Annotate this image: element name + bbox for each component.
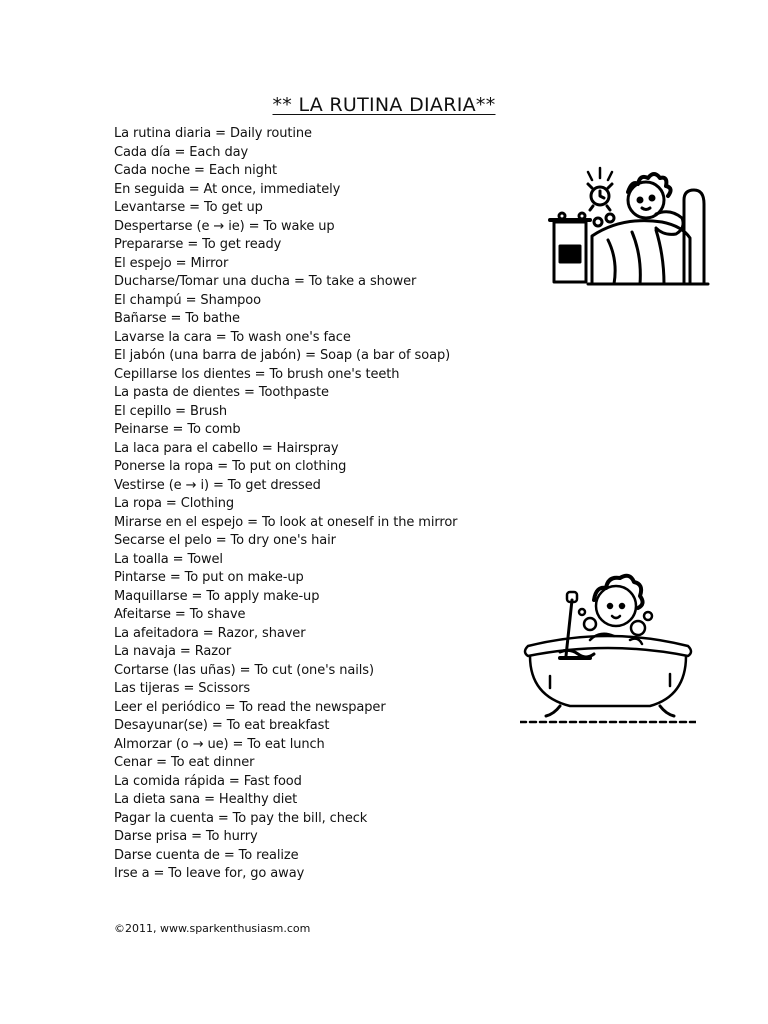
vocab-item: La pasta de dientes = Toothpaste (114, 385, 329, 400)
waking-up-in-bed-illustration (548, 160, 724, 288)
vocab-item: La laca para el cabello = Hairspray (114, 440, 339, 456)
vocab-item: Levantarse = To get up (114, 200, 263, 215)
vocab-item: Afeitarse = To shave (114, 607, 246, 622)
vocab-item: Prepararse = To get ready (114, 237, 282, 252)
vocab-item: Maquillarse = To apply make-up (114, 588, 320, 604)
vocab-item: Ducharse/Tomar una ducha = To take a shower (114, 274, 417, 289)
vocab-item: Cortarse (las uñas) = To cut (one's nails) (114, 662, 374, 678)
vocab-item: Cada día = Each day (114, 144, 249, 160)
vocab-item: Pintarse = To put on make-up (114, 570, 304, 585)
vocab-item: Leer el periódico = To read the newspaper (114, 699, 386, 715)
bath-time-illustration (520, 566, 696, 728)
vocab-item: La navaja = Razor (114, 644, 232, 659)
vocab-item: Cepillarse los dientes = To brush one's teeth (114, 366, 400, 382)
vocab-item: La comida rápida = Fast food (114, 773, 302, 789)
vocab-item: Pagar la cuenta = To pay the bill, check (114, 810, 368, 826)
vocab-item: Cenar = To eat dinner (114, 755, 255, 770)
page-title: ** LA RUTINA DIARIA** (272, 94, 496, 116)
vocabulary-list (114, 125, 457, 884)
vocab-item: Las tijeras = Scissors (114, 681, 251, 696)
vocab-item: La dieta sana = Healthy diet (114, 792, 298, 807)
vocab-item: La afeitadora = Razor, shaver (114, 625, 306, 641)
vocab-item: El espejo = Mirror (114, 255, 229, 271)
vocab-item: Darse cuenta de = To realize (114, 847, 299, 863)
vocab-item: Secarse el pelo = To dry one's hair (114, 533, 336, 548)
vocab-item: Ponerse la ropa = To put on clothing (114, 459, 347, 474)
vocab-item: La ropa = Clothing (114, 496, 235, 511)
copyright-footer: ©2011, www.sparkenthusiasm.com (114, 922, 311, 935)
vocab-item: La rutina diaria = Daily routine (114, 126, 312, 141)
vocab-item: Lavarse la cara = To wash one's face (114, 329, 351, 345)
vocab-item: Mirarse en el espejo = To look at oneself in the mirror (114, 514, 458, 530)
vocab-item: Despertarse (e → ie) = To wake up (114, 218, 335, 234)
vocab-item: Almorzar (o → ue) = To eat lunch (114, 736, 325, 752)
vocab-item: La toalla = Towel (114, 551, 223, 567)
vocab-item: En seguida = At once, immediately (114, 181, 341, 197)
vocab-item: Vestirse (e → i) = To get dressed (114, 477, 321, 493)
vocab-item: El champú = Shampoo (114, 292, 262, 308)
vocab-item: Cada noche = Each night (114, 163, 277, 178)
vocab-item: Bañarse = To bathe (114, 311, 240, 326)
vocab-item: El jabón (una barra de jabón) = Soap (a bar of soap) (114, 348, 451, 363)
vocab-item: Peinarse = To comb (114, 422, 241, 437)
vocab-item: El cepillo = Brush (114, 403, 228, 419)
vocab-item: Darse prisa = To hurry (114, 829, 258, 844)
vocab-item: Irse a = To leave for, go away (114, 866, 305, 881)
vocab-item: Desayunar(se) = To eat breakfast (114, 718, 330, 733)
